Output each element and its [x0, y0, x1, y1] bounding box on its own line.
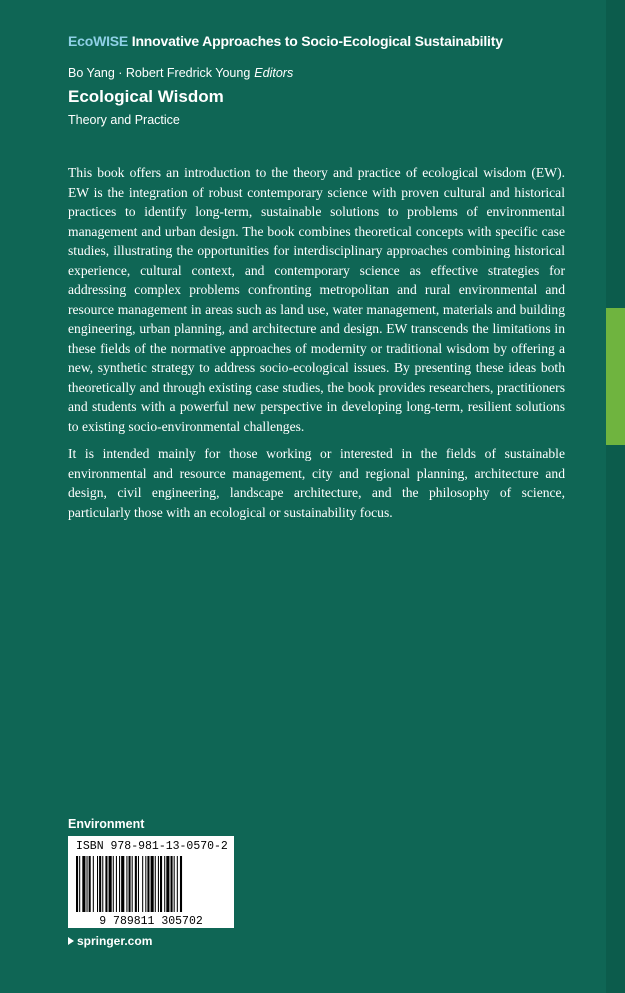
blurb-text: [68, 163, 565, 522]
editor-names: Bo Yang · Robert Fredrick Young: [68, 66, 251, 80]
editors-role: Editors: [254, 66, 294, 80]
barcode-digits: 9 789811 305702: [99, 915, 203, 926]
book-subtitle: Theory and Practice: [68, 113, 180, 127]
spine-edge: [606, 0, 625, 993]
blurb-paragraph-1: This book offers an introduction to the theory and practice of ecological wisdom (EW). EW is the integration of robust contemporary science with proven cultural and historical practices to identify long-term, sustainable solutions to problems of environmental management and urban design. The book combines theoretical concepts with specific case studies, illustrating the opportunities for interdisciplinary approaches combining historical experience, cultural context, and contemporary science as effective strategies for addressing complex problems confronting metropolitan and rural environmental and resource management in areas such as land use, water management, materials and building engineering, urban planning, and architecture and design. EW transcends the limitations in these fields of the normative approaches of modernity or traditional wisdom by offering a new, synthetic strategy to address socio-ecological issues. By presenting these ideas both theoretically and through existing case studies, the book provides researchers, practitioners and students with a powerful new perspective in developing long-term, resilient solutions to existing socio-environmental challenges.: [68, 165, 565, 434]
barcode-icon: [74, 856, 228, 926]
series-name: EcoWISE: [68, 33, 129, 49]
editors-line: [68, 66, 293, 80]
website-text: springer.com: [77, 934, 153, 948]
blurb-paragraph-2: It is intended mainly for those working or interested in the fields of sustainable environmental and resource management, city and regional planning, architecture and design, civil engineering, landscape architecture, and the philosophy of science, particularly those with an ecological or sustainability focus.: [68, 446, 565, 520]
publisher-website: [68, 934, 152, 948]
isbn-barcode: [68, 836, 234, 928]
spine-color-accent: [606, 308, 625, 445]
series-line: [68, 33, 503, 49]
subject-category: Environment: [68, 817, 145, 831]
arrow-right-icon: [68, 937, 74, 945]
series-title: Innovative Approaches to Socio-Ecological Sustainability: [131, 33, 503, 49]
book-title: Ecological Wisdom: [68, 87, 224, 106]
isbn-label: ISBN 978-981-13-0570-2: [76, 840, 228, 853]
